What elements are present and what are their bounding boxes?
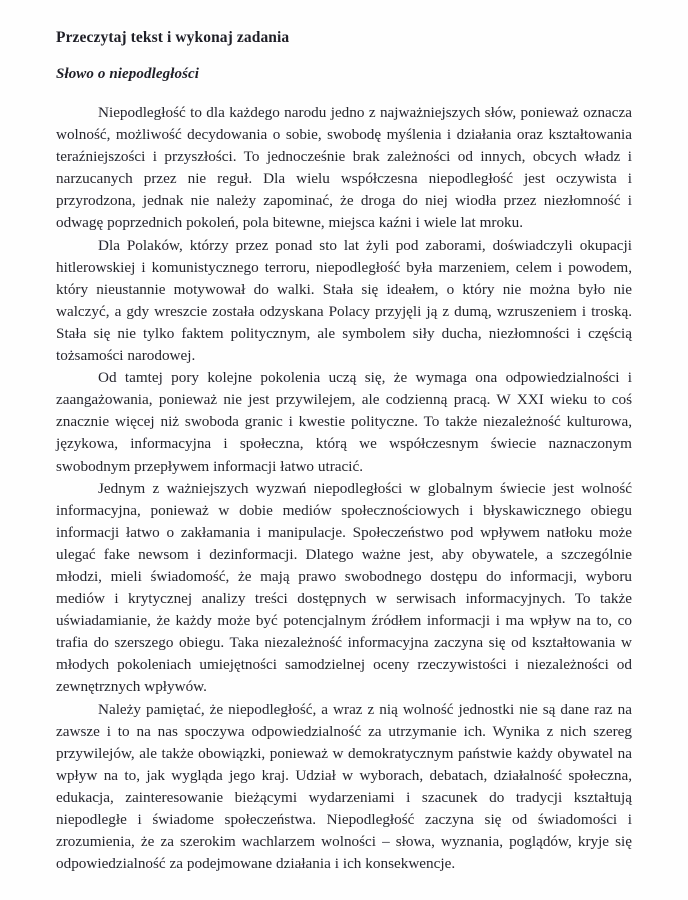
body-paragraph: Od tamtej pory kolejne pokolenia uczą się, że wymaga ona odpowiedzialności i zaangażowania, ponieważ nie jest przywilejem, ale codzienną pracą. W XXI wieku to coś znacznie więcej niż swoboda granic i kwestie polityczne. To także niezależność kulturowa, językowa, informacyjna i społeczna, którą we współczesnym świecie naznaczonym swobodnym przepływem informacji łatwo utracić. — [56, 369, 632, 475]
page-title: Przeczytaj tekst i wykonaj zadania — [56, 29, 290, 46]
body-paragraph: Należy pamiętać, że niepodległość, a wraz z nią wolność jednostki nie są dane raz na zawsze i to na nas spoczywa odpowiedzialność za utrzymanie ich. Wynika z nich szereg przywilejów, ale także obowiązki, ponieważ w demokratycznym państwie każdy obywatel na wpływ na to, jak wygląda jego kraj. Udział w wyborach, debatach, działalność społeczna, edukacja, zainteresowanie bieżącymi wydarzeniami i szacunek do tradycji kształtują niepodległe i świadome społeczeństwa. Niepodległość zaczyna się od świadomości i zrozumienia, że za szerokim wachlarzem wolności – słowa, wyznania, poglądów, kryje się odpowiedzialność za podejmowane działania i ich konsekwencje. — [56, 700, 632, 873]
body-paragraph: Niepodległość to dla każdego narodu jedno z najważniejszych słów, ponieważ oznacza wolność, możliwość decydowania o sobie, swobodę myślenia i działania oraz kształtowania teraźniejszości i przyszłości. To jednocześnie brak zależności od innych, obcych władz i narzucanych przez nie reguł. Dla wielu współczesna niepodległość jest oczywista i przyrodzona, jednak nie należy zapominać, że droga do niej wiodła przez niezłomność i odwagę poprzednich pokoleń, pola bitewne, miejsca kaźni i wiele lat mroku. — [56, 104, 632, 232]
document-subtitle: Słowo o niepodległości — [56, 66, 200, 82]
body-paragraph: Dla Polaków, którzy przez ponad sto lat żyli pod zaborami, doświadczyli okupacji hitlerowskiej i komunistycznego terroru, niepodległość była marzeniem, celem i powodem, który nieustannie motywował do walki. Stała się ideałem, o który nie można było nie walczyć, a gdy wreszcie została odzyskana Polacy przyjęli ją z dumą, wzruszeniem i troską. Stała się nie tylko faktem politycznym, ale symbolem siły ducha, niezłomności i częścią tożsamości narodowej. — [56, 236, 632, 365]
body-paragraph: Jednym z ważniejszych wyzwań niepodległości w globalnym świecie jest wolność informacyjna, ponieważ w dobie mediów społecznościowych i błyskawicznego obiegu informacji łatwo o zakłamania i manipulacje. Społeczeństwo pod wpływem natłoku może ulegać fake newsom i dezinformacji. Dlatego ważne jest, aby obywatele, a szczególnie młodzi, mieli świadomość, że mają prawo swobodnego dostępu do informacji, wyboru mediów i krytycznej analizy treści dostępnych w serwisach informacyjnych. To także uświadamianie, że każdy może być potencjalnym źródłem informacji i ma wpływ na to, co trafia do szerszego obiegu. Taka niezależność informacyjna zaczyna się od kształtowania w młodych pokoleniach umiejętności samodzielnej oceny rzeczywistości i niezależności od zewnętrznych wpływów. — [56, 479, 632, 696]
